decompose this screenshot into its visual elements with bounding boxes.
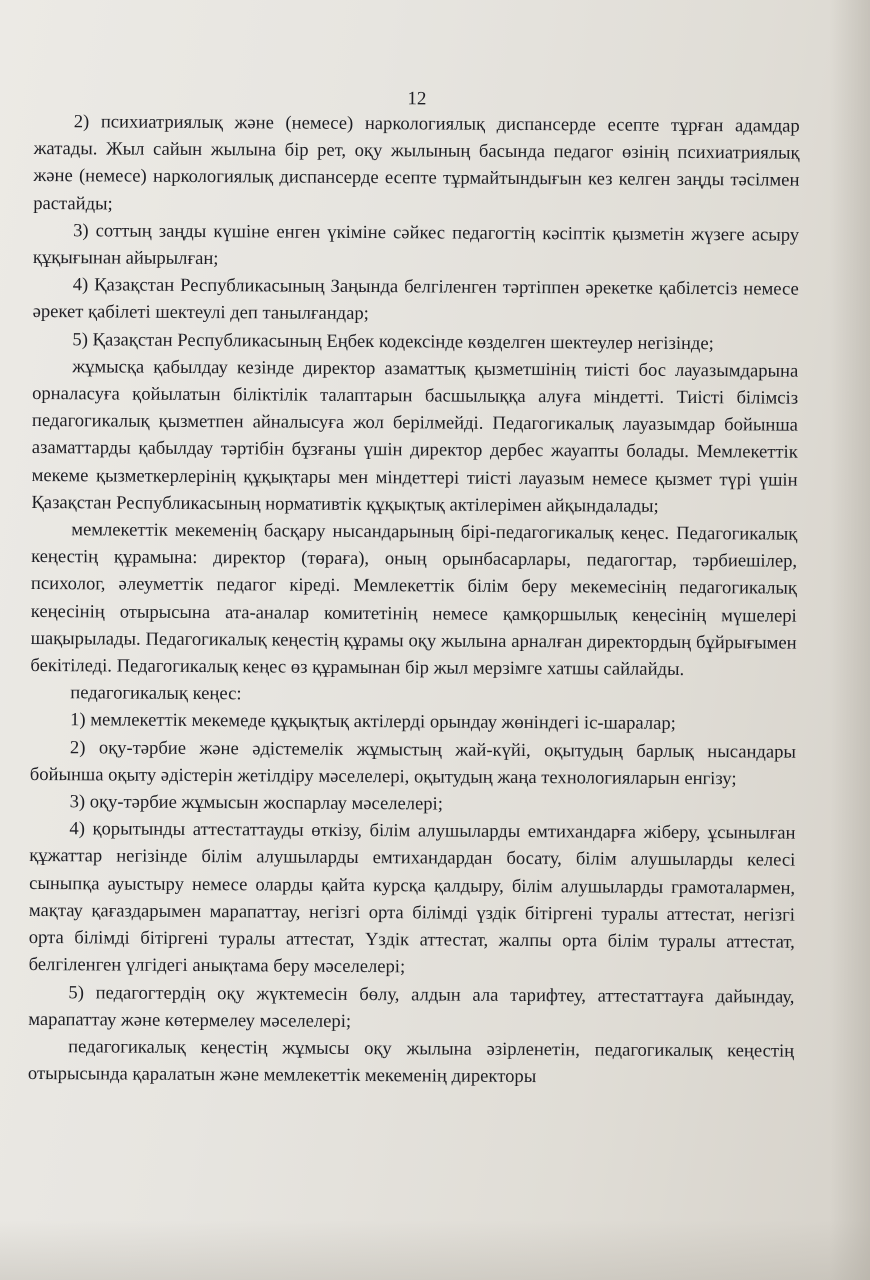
paragraph-council-item-4: 4) қорытынды аттестаттауды өткізу, білім алушыларды емтихандарға жіберу, ұсынылған құжаттар негізінде білім алушыларды емтихандардан босату, білім алушыларды келесі сыныпқа ауыстыру немесе оларды қайта курсқа қалдыру, білім алушыларды грамоталармен, мақтау қағаздарымен марапаттау, негізгі орта білімді үздік бітіргені туралы аттестат, негізгі орта білімді бітіргені туралы аттестат, Үздік аттестат, жалпы орта білім туралы аттестат, белгіленген үлгідегі анықтама беру мәселелері; xyxy=(28,818,796,978)
document-body xyxy=(28,84,800,1092)
paragraph-item-4: 4) Қазақстан Республикасының Заңында белгiленген тәртiппен әрекетке қабiлетсiз немесе әрекет қабiлетi шектеулi деп танылғандар; xyxy=(32,274,799,325)
paragraph-council-item-5: 5) педагогтердің оқу жүктемесін бөлу, алдын ала тарифтеу, аттестаттауға дайындау, марапаттау және көтермелеу мәселелері; xyxy=(28,981,795,1032)
paragraph-item-2-continued: 2) психиатриялық және (немесе) наркологиялық диспансерде есепте тұрған адамдар жатады. Жыл сайын жылына бір рет, оқу жылының басында педагог өзінің психиатриялық және (немесе) наркологиялық диспансерде есепте тұрмайтындығын кез келген заңды тәсілмен растайды; xyxy=(33,111,800,215)
page-bottom-shadow xyxy=(0,1220,870,1280)
paragraph-council-item-2: 2) оқу-тәрбие және әдістемелік жұмыстың жай-күйі, оқытудың барлық нысандары бойынша оқыту әдістерін жетілдіру мәселелері, оқытудың жаңа технологияларын енгізу; xyxy=(29,736,796,790)
paragraph-council-work: педагогикалық кеңестің жұмысы оқу жылына әзірленетін, педагогикалық кеңестің отырысында қаралатын және мемлекеттік мекеменің директоры xyxy=(27,1036,795,1088)
paragraph-pedagogical-council: мемлекеттік мекеменің басқару нысандарының бірі-педагогикалық кеңес. Педагогикалық кеңестің құрамына: директор (төраға), оның орынбасарлары, педагогтар, тәрбиешілер, психолог, әлеуметтік педагог кіреді. Мемлекеттік білім беру мекемесінің педагогикалық кеңесінің отырысына ата-аналар комитетінің немесе қамқоршылық кеңесінің мүшелері шақырылады. Педагогикалық кеңестің құрамы оқу жылына арналған директордың бұйрығымен бекітіледі. Педагогикалық кеңес өз құрамынан бір жыл мерзімге хатшы сайлайды. xyxy=(30,519,798,681)
paragraph-item-5: 5) Қазақстан Республикасының Еңбек кодексінде көзделген шектеулер негізінде; xyxy=(72,328,714,354)
page-edge-shadow xyxy=(830,0,870,1280)
paragraph-item-3: 3) соттың заңды күшіне енген үкiмiне сәйкес педагогтің кәсiптiк қызметiн жүзеге асыру құқығынан айырылған; xyxy=(32,220,800,270)
page-number: 12 xyxy=(407,88,427,110)
paragraph-hiring-rules: жұмысқа қабылдау кезінде директор азаматтық қызметшінің тиісті бос лауазымдарына орналасуға қойылатын біліктілік талаптарын басшылыққа алуға міндетті. Тиісті білімсіз педагогикалық қызметпен айналысуға жол берілмейді. Педагогикалық лауазымдар бойынша азаматтарды қабылдау тәртібін бұзғаны үшін директор дербес жауапты болады. Мемлекеттік мекеме қызметкерлерінің құқықтары мен міндеттері тиісті лауазым немесе қызмет түрі үшін Қазақстан Республикасының нормативтік құқықтық актілерімен айқындалады; xyxy=(31,356,799,517)
paragraph-council-item-1: 1) мемлекеттік мекемеде құқықтық актілерді орындау жөніндегі іс-шаралар; xyxy=(70,709,676,735)
paragraph-council-heading: педагогикалық кеңес: xyxy=(70,682,242,705)
paragraph-council-item-3: 3) оқу-тәрбие жұмысын жоспарлау мәселелері; xyxy=(69,791,444,815)
